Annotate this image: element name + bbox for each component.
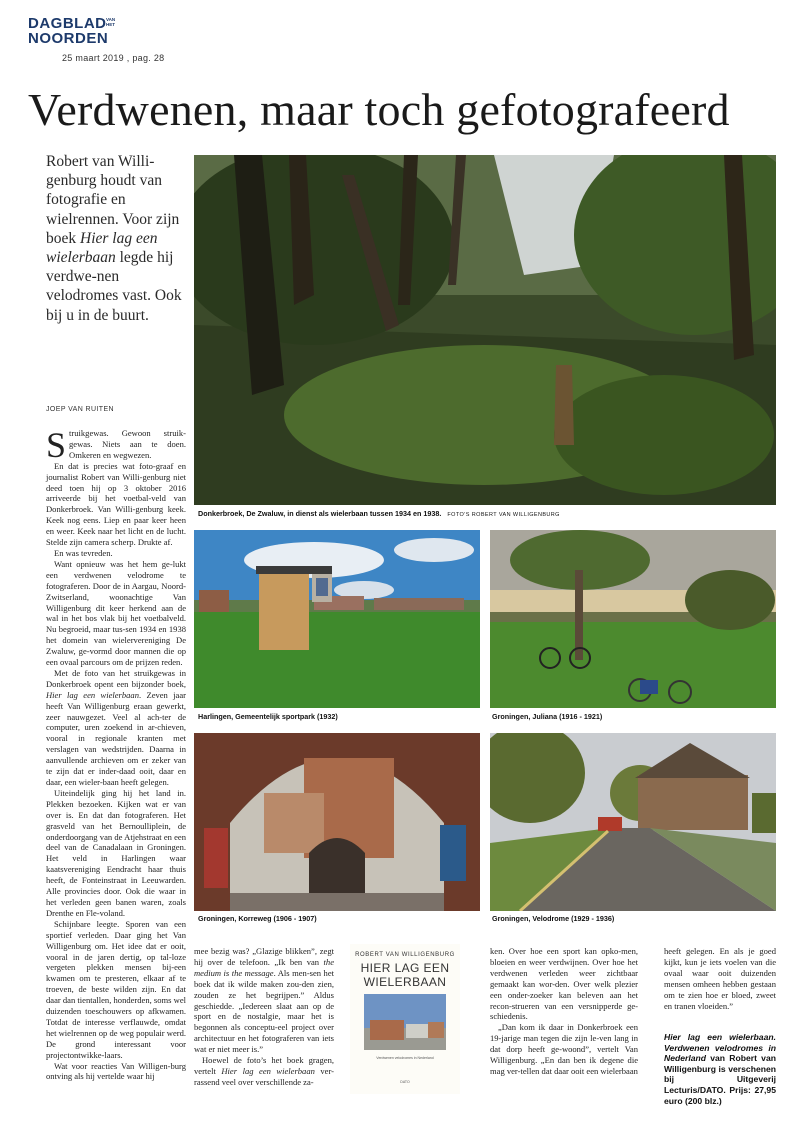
book-cover-photo [364,994,446,1050]
photo-korreweg [194,733,480,911]
book-title-italic: Hier lag een wielerbaan [221,1065,315,1076]
paragraph [194,946,334,1055]
caption-harlingen: Harlingen, Gemeentelijk sportpark (1932) [198,712,338,721]
paragraph-text: Met de foto van het struikgewas in Donkerbroek opent een bijzonder boek, [46,667,186,689]
paragraph [46,425,186,465]
paragraph-text: Hoewel de foto’s het boek gragen, vertelt [194,1055,334,1076]
paragraph: Wat voor reacties Van Willigen-burg ontving als hij vertelde waar hij [46,1060,186,1082]
paragraph-text: . Zeven jaar heeft Van Willigenburg eraan gewerkt, zeer nauwgezet. Veel al ach-ter de computer, uren zoekend in ar-chieven, vooral in regionale kranten met verslagen van wedstrijden. Daarna in aanvullende archieven om er zeker van te zijn dat er inder-daad ooit, daar en daar, een wieler-baan heeft gelegen. [46,689,186,787]
paragraph-text: truikgewas. Gewoon struik-gewas. Niets aan te doen. Omkeren en wegwezen. [69,428,186,460]
article-column-1 [46,425,186,1082]
logo-line-2: NOORDEN [28,30,109,47]
italic-quote: the medium is the message [194,956,334,978]
photo-harlingen [194,530,480,708]
paragraph [46,668,186,788]
logo-small-text: VAN HET [106,17,116,27]
paragraph-text: ver-rassend veel over verschillende za- [194,1065,334,1087]
caption-text: Donkerbroek, De Zwaluw, in dienst als wielerbaan tussen 1934 en 1938. [198,509,442,518]
book-subtitle: Verdwenen velodromes in Nederland [376,1056,434,1060]
article-lead [46,152,186,325]
paragraph: heeft gelegen. En als je goed kijkt, kun je iets voelen van die ovaal waar ooit duizenden mensen omheen hebben gestaan om te zien hoe er bloed, zweet en tranen vloeiden.” [664,946,776,1011]
article-column-2 [194,946,334,1088]
lead-part-1: Robert van Willi-genburg houdt van fotografie en wielrennen. Voor zijn boek [46,153,180,247]
publication-date: 25 maart 2019 , pag. 28 [62,53,165,63]
caption-korreweg: Groningen, Korreweg (1906 - 1907) [198,914,317,923]
paragraph: En was tevreden. [54,547,113,558]
paragraph [194,1055,334,1088]
newspaper-logo [28,15,116,47]
book-info-note [664,1032,776,1106]
photo-velodrome [490,733,776,911]
paragraph: Schijnbare leegte. Sporen van een sportief verleden. Daar ging het Van Willigenburg om. Het idee dat er ooit, vooral in de jaren dertig, op tal-loze vergeten plekken mensen bij-een kwamen om te presteren, elkaar af te troeven, de beste wilden zijn. En dat daar dan tientallen, honderden, soms wel duizenden toeschouwers op afkwamen. Totdat de interesse verflauwde, omdat het wielrennen op de weg populair werd. De grond interessant voor projectontwikke-laars. [46,918,186,1060]
headline: Verdwenen, maar toch gefotografeerd [28,84,730,135]
book-title-line-1: HIER LAG EEN [360,961,450,975]
paragraph-text: mee bezig was? „Glazige blikken”, zegt hij over de telefoon. „Ik ben van [194,946,334,967]
book-info-text: van Robert van Willigenburg is verschenen bij Uitgeverij Lecturis/DATO. Prijs: 27,95 euro (200 blz.) [664,1053,776,1106]
photo-juliana [490,530,776,708]
article-column-3 [490,946,638,1077]
drop-cap: S [46,425,67,465]
book-publisher: DATO [400,1080,410,1084]
paragraph-text: . Als men-sen het boek dat ik wilde maken zou-den zien, zouden ze het begrijpen.” Aldus geschiedde. „Iedereen slaat aan op de sport en de nostalgie, maar het is begonnen als conceptu-eel project over architectuur en het fotograferen van iets wat er niet meer is.” [194,967,334,1055]
caption-main-photo [198,509,560,518]
book-cover [350,944,460,1094]
lead-book-title: Hier lag een wielerbaan [46,229,158,267]
book-title-italic: Hier lag een wielerbaan [46,689,139,700]
lead-text [46,152,186,325]
book-title-line-2: WIELERBAAN [363,975,447,989]
book-author: ROBERT VAN WILLIGENBURG [355,952,455,958]
paragraph: ken. Over hoe een sport kan opko-men, bloeien en weer verdwijnen. Over hoe het verdwenen verleden weer zichtbaar gemaakt kan wor-den. Over welk plezier een onder-zoeker kan beleven aan het recon-strueren van een versnipperde ge-schiedenis. [490,946,638,1022]
caption-velodrome: Groningen, Velodrome (1929 - 1936) [492,914,615,923]
caption-juliana: Groningen, Juliana (1916 - 1921) [492,712,603,721]
byline: JOEP VAN RUITEN [46,406,114,413]
photo-donkerbroek [194,155,776,505]
lead-part-2: legde hij verdwe-nen velodromes vast. Ook bij u in de buurt. [46,249,182,324]
paragraph: „Dan kom ik daar in Donkerbroek een 19-jarige man tegen die zijn le-ven lang in dat dorp heeft ge-woond”, vertelt Van Willigenburg. „En dan ben ik degene die mag ver-tellen dat daar ooit een wielerbaan [490,1022,638,1076]
paragraph: En dat is precies wat foto-graaf en journalist Robert van Willi-genburg niet deed toen hij op 3 oktober 2016 arriveerde bij het voetbal-veld van Donkerbroek. Van Willi-genburg keek. Keek nog eens. Liep en paar keer heen en weer. Keek naar het licht en de lucht. Stelde zijn camera scherp. Drukte af. [46,460,186,548]
book-info-title: Hier lag een wielerbaan. Verdwenen velodromes in Nederland [664,1032,776,1064]
paragraph: Want opnieuw was het hem ge-lukt een verdwenen velodrome te fotograferen. Door de in Aargau, Noord-Zwitserland, woonachtige Van Willigenburg dit keer herkend aan de wal in het bos vlak bij het voetbalveld. Nu begroeid, maar tus-sen 1934 en 1938 het domein van wielervereniging De Zwaluw, ge-vormd door mannen die op een ovaal parcours om de prijzen reden. [46,558,186,668]
logo-line-1: DAGBLAD [28,15,107,32]
photo-credit: FOTO’S ROBERT VAN WILLIGENBURG [447,512,560,518]
article-column-4 [664,946,776,1011]
paragraph: Uiteindelijk ging hij het land in. Plekken bezoeken. Kijken wat er van over is. En dat dan fotograferen. Het grasveld van het Bernoulliplein, de onderdoorgang van de Atjehstraat en een deel van de Canadalaan in Groningen. Het veld in Harlingen waar kaatsvereniging Eendracht haar thuis heeft, de Fonteinstraat in Leeuwarden. Alle provincies door. Ook die waar in het verleden geen banen waren, zoals Drenthe en Fle-voland. [46,787,186,918]
